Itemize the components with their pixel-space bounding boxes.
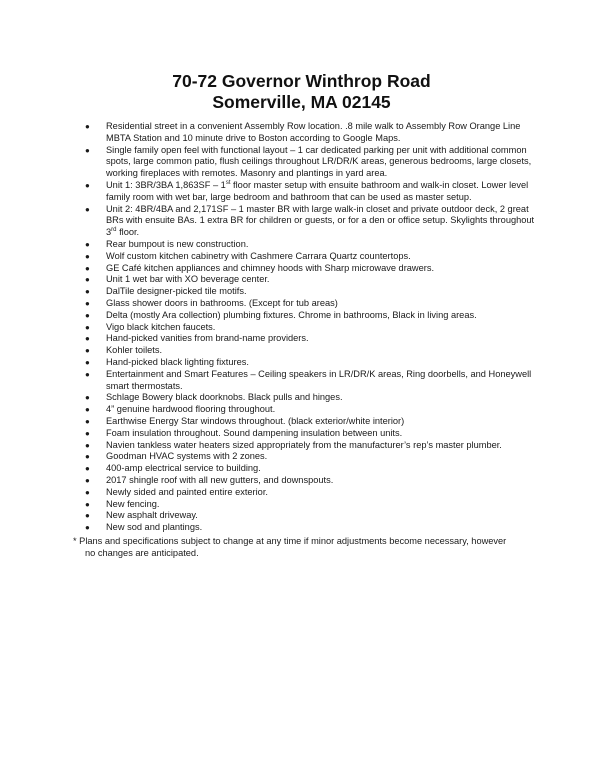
bullet-icon: ●	[85, 310, 90, 320]
bullet-icon: ●	[85, 322, 90, 332]
feature-item	[76, 251, 546, 263]
feature-text: DalTile designer-picked tile motifs.	[106, 286, 247, 297]
bullet-icon: ●	[85, 287, 90, 297]
feature-text	[106, 204, 534, 238]
ordinal-suffix: rd	[111, 227, 117, 234]
footnote	[73, 536, 543, 560]
feature-text: Hand-picked black lighting fixtures.	[106, 356, 249, 367]
feature-item	[76, 463, 546, 475]
bullet-icon: ●	[85, 487, 90, 497]
feature-text-end: floor master setup with ensuite bathroom and walk-in closet. Lower level family room with wet bar, large bedroom and bathroom that can be used as master setup.	[106, 179, 529, 202]
feature-item	[76, 239, 546, 251]
feature-item	[76, 333, 546, 345]
footnote-line-1: * Plans and specifications subject to change at any time if minor adjustments become necessary, however	[73, 536, 507, 546]
feature-text: Residential street in a convenient Assembly Row location. .8 mile walk to Assembly Row Orange Line MBTA Station and 10 minute drive to Boston according to Google Maps.	[106, 121, 521, 143]
bullet-icon: ●	[85, 239, 90, 249]
bullet-icon: ●	[85, 275, 90, 285]
bullet-icon: ●	[85, 122, 90, 131]
feature-text: 2017 shingle roof with all new gutters, and downspouts.	[106, 474, 334, 485]
feature-item	[76, 487, 546, 499]
page-title	[0, 71, 603, 113]
feature-text: Glass shower doors in bathrooms. (Except for tub areas)	[106, 297, 338, 308]
bullet-icon: ●	[85, 251, 90, 261]
feature-item	[76, 204, 546, 239]
feature-item	[76, 510, 546, 522]
address-street: 70-72 Governor Winthrop Road	[172, 71, 431, 91]
feature-item	[76, 145, 546, 180]
feature-item	[76, 428, 546, 440]
bullet-icon: ●	[85, 298, 90, 308]
feature-item	[76, 298, 546, 310]
bullet-icon: ●	[85, 523, 90, 533]
feature-text: Hand-picked vanities from brand-name providers.	[106, 333, 309, 344]
feature-text: New fencing.	[106, 498, 160, 509]
feature-item	[76, 475, 546, 487]
feature-list	[76, 121, 546, 534]
feature-text: New sod and plantings.	[106, 522, 203, 533]
bullet-icon: ●	[85, 346, 90, 356]
bullet-icon: ●	[85, 464, 90, 474]
ordinal-suffix: st	[225, 179, 231, 186]
feature-text: Wolf custom kitchen cabinetry with Cashmere Carrara Quartz countertops.	[106, 250, 411, 261]
feature-item	[76, 310, 546, 322]
bullet-icon: ●	[85, 204, 90, 214]
feature-item	[76, 263, 546, 275]
feature-text: 400-amp electrical service to building.	[106, 463, 261, 474]
bullet-icon: ●	[85, 499, 90, 509]
feature-text: 4” genuine hardwood flooring throughout.	[106, 404, 276, 415]
bullet-icon: ●	[85, 357, 90, 367]
feature-item	[76, 451, 546, 463]
feature-text: Navien tankless water heaters sized appropriately from the manufacturer’s rep’s master plumber.	[106, 439, 502, 450]
bullet-icon: ●	[85, 440, 90, 450]
feature-text-start: Unit 1: 3BR/3BA 1,863SF – 1	[106, 179, 226, 190]
feature-text: Newly sided and painted entire exterior.	[106, 486, 268, 497]
feature-text-start: Unit 2: 4BR/4BA and 2,171SF – 1 master BR with large walk-in closet and private outdoor deck, 2 great BRs with ensuite BAs. 1 extra BR for children or guests, or for a den or office setup. Skylights throughout 3	[106, 203, 535, 238]
bullet-icon: ●	[85, 475, 90, 485]
feature-item	[76, 322, 546, 334]
feature-item	[76, 440, 546, 452]
bullet-icon: ●	[85, 511, 90, 521]
bullet-icon: ●	[85, 393, 90, 403]
feature-text: Unit 1 wet bar with XO beverage center.	[106, 274, 270, 285]
feature-text-end: floor.	[116, 227, 140, 238]
bullet-icon: ●	[85, 369, 90, 379]
feature-text	[106, 180, 528, 202]
bullet-icon: ●	[85, 180, 90, 190]
feature-item	[76, 286, 546, 298]
bullet-icon: ●	[85, 263, 90, 273]
bullet-icon: ●	[85, 405, 90, 415]
feature-text: Goodman HVAC systems with 2 zones.	[106, 451, 268, 462]
footnote-line-2: no changes are anticipated.	[85, 547, 199, 558]
feature-item	[76, 274, 546, 286]
feature-item	[76, 404, 546, 416]
feature-text: Single family open feel with functional layout – 1 car dedicated parking per unit with additional common spots, large common patio, flush ceilings throughout LR/DR/K areas, generous bedrooms, large closets, working fireplaces with remotes. Masonry and plantings in yard area.	[106, 144, 532, 179]
feature-text: Delta (mostly Ara collection) plumbing fixtures. Chrome in bathrooms, Black in living areas.	[106, 309, 477, 320]
bullet-icon: ●	[85, 145, 90, 155]
feature-text: Earthwise Energy Star windows throughout. (black exterior/white interior)	[106, 415, 405, 426]
address-city: Somerville, MA 02145	[212, 92, 391, 112]
feature-item	[76, 121, 546, 145]
bullet-icon: ●	[85, 452, 90, 462]
feature-item	[76, 499, 546, 511]
feature-text: Entertainment and Smart Features – Ceiling speakers in LR/DR/K areas, Ring doorbells, and Honeywell smart thermostats.	[106, 368, 532, 391]
feature-item	[76, 416, 546, 428]
feature-text: Rear bumpout is new construction.	[106, 238, 249, 249]
bullet-icon: ●	[85, 334, 90, 344]
feature-text: GE Café kitchen appliances and chimney hoods with Sharp microwave drawers.	[106, 262, 435, 273]
feature-item	[76, 180, 546, 204]
bullet-icon: ●	[85, 416, 90, 426]
feature-text: Schlage Bowery black doorknobs. Black pulls and hinges.	[106, 392, 343, 403]
feature-text: Vigo black kitchen faucets.	[106, 321, 216, 332]
feature-item	[76, 345, 546, 357]
feature-item	[76, 392, 546, 404]
feature-item	[76, 357, 546, 369]
feature-item	[76, 522, 546, 534]
feature-text: Foam insulation throughout. Sound dampening insulation between units.	[106, 427, 403, 438]
bullet-icon: ●	[85, 428, 90, 438]
feature-text: New asphalt driveway.	[106, 510, 198, 521]
feature-text: Kohler toilets.	[106, 345, 163, 356]
feature-item	[76, 369, 546, 393]
